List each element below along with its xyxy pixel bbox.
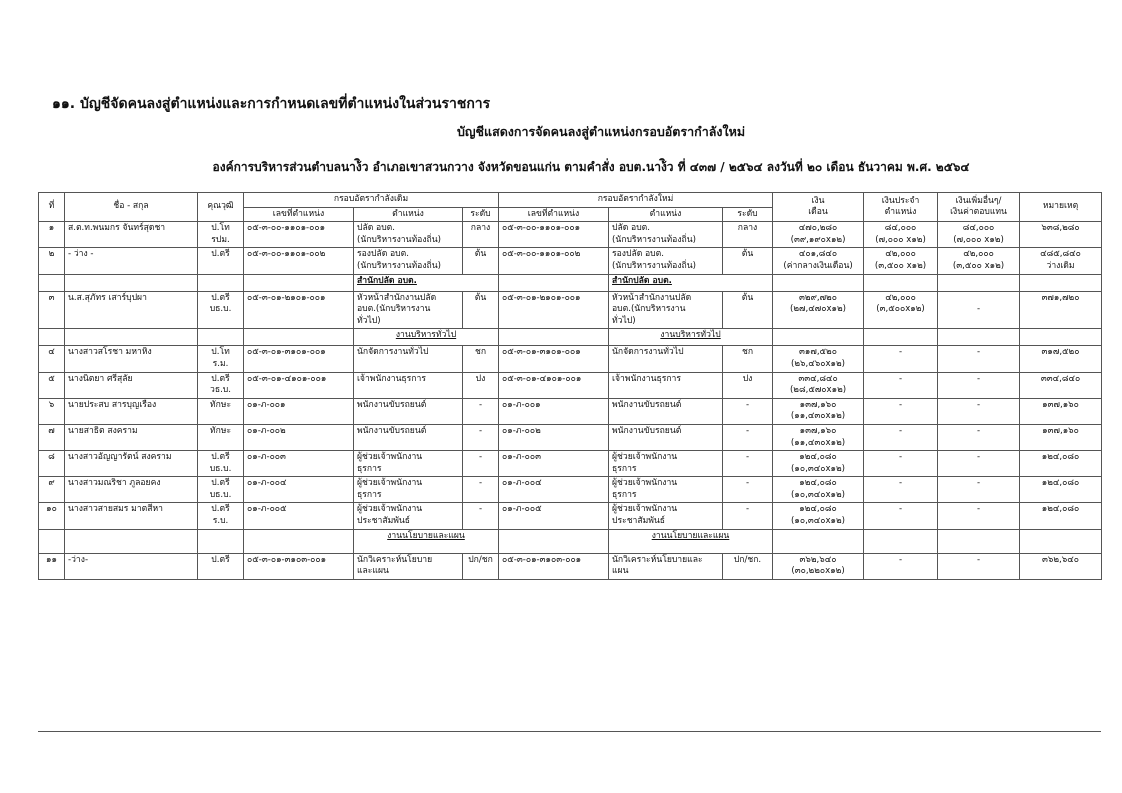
empty-cell (773, 529, 864, 553)
cell-old-position: ปลัด อบต. (นักบริหารงานท้องถิ่น) (354, 222, 463, 248)
section-label-old: สำนักปลัด อบต. (354, 274, 499, 291)
header-other-allowance: เงินเพิ่มอื่นๆ/ เงินค่าตอบแทน (938, 193, 1020, 222)
cell-salary: ๓๒๙,๗๒๐ (๒๗,๔๗๐x๑๒) (773, 291, 864, 329)
cell-position-allowance: - (864, 553, 938, 579)
cell-remark: ๔๘๕,๘๔๐ ว่างเดิม (1020, 248, 1102, 274)
cell-no: ๖ (39, 398, 65, 424)
header-no: ที่ (39, 193, 65, 222)
cell-other-allowance: - (938, 372, 1020, 398)
cell-qualification: ป.ตรี วธ.บ. (198, 372, 244, 398)
cell-new-position-no: ๐๕-๓-๐๑-๓๑๐๑-๐๐๑ (499, 346, 609, 372)
cell-position-allowance: - (864, 477, 938, 503)
table-row (39, 451, 1102, 477)
cell-new-position-no: ๐๕-๓-๐๐-๑๑๐๑-๐๐๒ (499, 248, 609, 274)
cell-new-position: หัวหน้าสำนักงานปลัด อบต.(นักบริหารงาน ทั่วไป) (609, 291, 723, 329)
cell-old-position: รองปลัด อบต. (นักบริหารงานท้องถิ่น) (354, 248, 463, 274)
empty-cell (244, 529, 354, 553)
cell-new-position-no: ๐๕-๓-๐๑-๔๑๐๑-๐๐๑ (499, 372, 609, 398)
cell-other-allowance: ๔๒,๐๐๐ (๓,๕๐๐ x๑๒) (938, 248, 1020, 274)
cell-name: นางสาวอัญญารัตน์ สงคราม (65, 451, 198, 477)
empty-cell (864, 274, 938, 291)
cell-new-position-no: ๐๑-ภ-๐๐๔ (499, 477, 609, 503)
section-label-old: งานนโยบายและแผน (354, 529, 499, 553)
section-row (39, 274, 1102, 291)
cell-qualification: ป.ตรี ร.บ. (198, 503, 244, 529)
empty-cell (198, 329, 244, 346)
cell-remark: ๓๗๑,๗๒๐ (1020, 291, 1102, 329)
cell-qualification: ป.โท รปม. (198, 222, 244, 248)
empty-cell (65, 274, 198, 291)
cell-new-position: นักวิเคราะห์นโยบายและ แผน (609, 553, 723, 579)
empty-cell (244, 329, 354, 346)
cell-new-position-no: ๐๕-๓-๐๑-๒๑๐๑-๐๐๑ (499, 291, 609, 329)
table-row (39, 553, 1102, 579)
section-label-new: งานบริหารทั่วไป (609, 329, 773, 346)
cell-no: ๕ (39, 372, 65, 398)
cell-old-level: ปก/ชก (463, 553, 499, 579)
cell-old-level: กลาง (463, 222, 499, 248)
empty-cell (198, 529, 244, 553)
cell-other-allowance: - (938, 346, 1020, 372)
cell-old-position: พนักงานขับรถยนต์ (354, 398, 463, 424)
table-row (39, 291, 1102, 329)
cell-old-level: - (463, 503, 499, 529)
cell-other-allowance: - (938, 451, 1020, 477)
cell-no: ๘ (39, 451, 65, 477)
section-row (39, 329, 1102, 346)
cell-old-position-no: ๐๕-๓-๐๑-๓๑๐๑-๐๐๑ (244, 346, 354, 372)
section-label-new: งานนโยบายและแผน (609, 529, 773, 553)
table-row (39, 248, 1102, 274)
empty-cell (39, 329, 65, 346)
empty-cell (499, 329, 609, 346)
cell-remark: ๓๓๔,๘๔๐ (1020, 372, 1102, 398)
cell-new-level: ชก (723, 346, 773, 372)
header-new-position-no: เลขที่ตำแหน่ง (499, 207, 609, 222)
empty-cell (499, 274, 609, 291)
cell-qualification: ป.ตรี บธ.บ. (198, 477, 244, 503)
section-label-new: สำนักปลัด อบต. (609, 274, 773, 291)
cell-remark: ๑๒๔,๐๘๐ (1020, 503, 1102, 529)
header-salary: เงิน เดือน (773, 193, 864, 222)
cell-new-level: ต้น (723, 291, 773, 329)
organization-line: องค์การบริหารส่วนตำบลนาง้ิว อำเภอเขาสวนกวาง จังหวัดขอนแก่น ตามคำสั่ง อบต.นาง้ิว ที่ ๔๓๗ / ๒๕๖๔ ลงวันที่ ๒๐ เดือน ธันวาคม พ.ศ. ๒๕๖๔ (212, 160, 970, 174)
cell-other-allowance: - (938, 553, 1020, 579)
cell-remark: ๑๓๗,๑๖๐ (1020, 424, 1102, 450)
cell-qualification: ป.ตรี บธ.บ. (198, 291, 244, 329)
empty-cell (938, 529, 1020, 553)
cell-salary: ๑๓๗,๑๖๐ (๑๑,๔๓๐x๑๒) (773, 424, 864, 450)
cell-old-level: - (463, 398, 499, 424)
cell-new-position-no: ๐๑-ภ-๐๐๒ (499, 424, 609, 450)
cell-old-position-no: ๐๑-ภ-๐๐๑ (244, 398, 354, 424)
cell-old-level: - (463, 424, 499, 450)
cell-new-position: ผู้ช่วยเจ้าพนักงาน ประชาสัมพันธ์ (609, 503, 723, 529)
table-row (39, 346, 1102, 372)
cell-no: ๑๑ (39, 553, 65, 579)
cell-other-allowance: - (938, 291, 1020, 329)
cell-salary: ๑๒๔,๐๘๐ (๑๐,๓๔๐x๑๒) (773, 477, 864, 503)
cell-new-position: ผู้ช่วยเจ้าพนักงาน ธุรการ (609, 451, 723, 477)
cell-qualification: ทักษะ (198, 424, 244, 450)
cell-remark: ๖๓๘,๒๘๐ (1020, 222, 1102, 248)
cell-no: ๑ (39, 222, 65, 248)
cell-old-level: - (463, 477, 499, 503)
cell-qualification: ป.ตรี (198, 553, 244, 579)
cell-new-position: รองปลัด อบต. (นักบริหารงานท้องถิ่น) (609, 248, 723, 274)
cell-salary: ๑๓๗,๑๖๐ (๑๑,๔๓๐x๑๒) (773, 398, 864, 424)
cell-remark: ๑๓๗,๑๖๐ (1020, 398, 1102, 424)
empty-cell (499, 529, 609, 553)
cell-no: ๗ (39, 424, 65, 450)
cell-name: -ว่าง- (65, 553, 198, 579)
header-new-frame: กรอบอัตรากำลังใหม่ (499, 193, 773, 208)
cell-name: นางสาวสโรชา มหาหิง (65, 346, 198, 372)
empty-cell (39, 274, 65, 291)
cell-old-level: ต้น (463, 248, 499, 274)
cell-new-level: ปก/ชก. (723, 553, 773, 579)
cell-position-allowance: - (864, 372, 938, 398)
cell-old-position: ผู้ช่วยเจ้าพนักงาน ประชาสัมพันธ์ (354, 503, 463, 529)
header-old-position: ตำแหน่ง (354, 207, 463, 222)
cell-old-position: เจ้าพนักงานธุรการ (354, 372, 463, 398)
cell-remark: ๑๒๔,๐๘๐ (1020, 477, 1102, 503)
cell-new-position-no: ๐๕-๓-๐๑-๓๑๐๓-๐๐๑ (499, 553, 609, 579)
cell-old-position: ผู้ช่วยเจ้าพนักงาน ธุรการ (354, 451, 463, 477)
empty-cell (1020, 274, 1102, 291)
header-old-level: ระดับ (463, 207, 499, 222)
cell-position-allowance: ๔๒,๐๐๐ (๓,๕๐๐x๑๒) (864, 291, 938, 329)
cell-qualification: ป.ตรี (198, 248, 244, 274)
cell-name: ส.ต.ท.พนมกร จันทร์สุดชา (65, 222, 198, 248)
staff-allocation-table (38, 192, 1102, 580)
cell-name: นางนิตยา ศรีสุลัย (65, 372, 198, 398)
cell-old-position-no: ๐๑-ภ-๐๐๒ (244, 424, 354, 450)
cell-new-position-no: ๐๑-ภ-๐๐๓ (499, 451, 609, 477)
section-label-old: งานบริหารทั่วไป (354, 329, 499, 346)
header-new-level: ระดับ (723, 207, 773, 222)
cell-new-level: - (723, 451, 773, 477)
cell-new-level: กลาง (723, 222, 773, 248)
empty-cell (938, 329, 1020, 346)
cell-name: นางสาวสายสมร มาตสีหา (65, 503, 198, 529)
cell-other-allowance: ๘๔,๐๐๐ (๗,๐๐๐ x๑๒) (938, 222, 1020, 248)
cell-old-level: ต้น (463, 291, 499, 329)
cell-qualification: ป.โท ร.ม. (198, 346, 244, 372)
empty-cell (198, 274, 244, 291)
empty-cell (1020, 529, 1102, 553)
header-remark: หมายเหตุ (1020, 193, 1102, 222)
cell-new-level: ต้น (723, 248, 773, 274)
cell-no: ๓ (39, 291, 65, 329)
empty-cell (1020, 329, 1102, 346)
cell-old-position: ผู้ช่วยเจ้าพนักงาน ธุรการ (354, 477, 463, 503)
header-new-position: ตำแหน่ง (609, 207, 723, 222)
header-qualification: คุณวุฒิ (198, 193, 244, 222)
header-old-frame: กรอบอัตรากำลังเดิม (244, 193, 499, 208)
cell-old-position-no: ๐๕-๓-๐๐-๑๑๐๑-๐๐๒ (244, 248, 354, 274)
cell-old-level: - (463, 451, 499, 477)
cell-position-allowance: - (864, 503, 938, 529)
cell-salary: ๑๒๔,๐๘๐ (๑๐,๓๔๐x๑๒) (773, 503, 864, 529)
cell-old-position-no: ๐๑-ภ-๐๐๕ (244, 503, 354, 529)
cell-old-position: หัวหน้าสำนักงานปลัด อบต.(นักบริหารงาน ทั่วไป) (354, 291, 463, 329)
cell-old-position-no: ๐๕-๓-๐๑-๔๑๐๑-๐๐๑ (244, 372, 354, 398)
document-title: ๑๑. บัญชีจัดคนลงสู่ตำแหน่งและการกำหนดเลขที่ตำแหน่งในส่วนราชการ (52, 96, 491, 112)
header-name: ชื่อ - สกุล (65, 193, 198, 222)
cell-new-position: เจ้าพนักงานธุรการ (609, 372, 723, 398)
header-position-allowance: เงินประจำ ตำแหน่ง (864, 193, 938, 222)
cell-salary: ๑๒๔,๐๘๐ (๑๐,๓๔๐x๑๒) (773, 451, 864, 477)
cell-name: น.ส.สุภัทร เสาร์บุปผา (65, 291, 198, 329)
empty-cell (65, 529, 198, 553)
cell-new-position-no: ๐๑-ภ-๐๐๑ (499, 398, 609, 424)
cell-name: นางสาวมณริชา ภูลอยคง (65, 477, 198, 503)
cell-new-position: พนักงานขับรถยนต์ (609, 398, 723, 424)
cell-salary: ๔๐๑,๘๔๐ (ค่ากลางเงินเดือน) (773, 248, 864, 274)
cell-old-position-no: ๐๕-๓-๐๑-๓๑๐๓-๐๐๑ (244, 553, 354, 579)
empty-cell (65, 329, 198, 346)
empty-cell (244, 274, 354, 291)
cell-remark: ๑๒๔,๐๘๐ (1020, 451, 1102, 477)
cell-new-level: ปง (723, 372, 773, 398)
cell-no: ๑๐ (39, 503, 65, 529)
cell-new-position: ผู้ช่วยเจ้าพนักงาน ธุรการ (609, 477, 723, 503)
cell-salary: ๓๑๗,๕๒๐ (๒๖,๔๖๐x๑๒) (773, 346, 864, 372)
cell-qualification: ทักษะ (198, 398, 244, 424)
empty-cell (773, 329, 864, 346)
cell-new-level: - (723, 503, 773, 529)
table-row (39, 222, 1102, 248)
table-header (39, 193, 1102, 222)
cell-new-position: นักจัดการงานทั่วไป (609, 346, 723, 372)
cell-salary: ๔๗๐,๒๘๐ (๓๙,๑๙๐x๑๒) (773, 222, 864, 248)
cell-position-allowance: - (864, 424, 938, 450)
empty-cell (938, 274, 1020, 291)
table-row (39, 372, 1102, 398)
cell-salary: ๓๖๒,๖๔๐ (๓๐,๒๒๐x๑๒) (773, 553, 864, 579)
cell-new-position: พนักงานขับรถยนต์ (609, 424, 723, 450)
cell-other-allowance: - (938, 424, 1020, 450)
cell-salary: ๓๓๔,๘๔๐ (๒๘,๕๗๐x๑๒) (773, 372, 864, 398)
cell-name: นายสาธิต สงคราม (65, 424, 198, 450)
cell-old-position-no: ๐๑-ภ-๐๐๔ (244, 477, 354, 503)
empty-cell (773, 274, 864, 291)
table-row (39, 477, 1102, 503)
empty-cell (864, 529, 938, 553)
cell-no: ๔ (39, 346, 65, 372)
cell-no: ๒ (39, 248, 65, 274)
cell-name: - ว่าง - (65, 248, 198, 274)
section-row (39, 529, 1102, 553)
cell-remark: ๓๑๗,๕๒๐ (1020, 346, 1102, 372)
table-row (39, 398, 1102, 424)
cell-no: ๙ (39, 477, 65, 503)
cell-old-level: ชก (463, 346, 499, 372)
cell-new-level: - (723, 398, 773, 424)
cell-position-allowance: - (864, 346, 938, 372)
cell-other-allowance: - (938, 398, 1020, 424)
cell-old-position: นักวิเคราะห์นโยบาย และแผน (354, 553, 463, 579)
empty-cell (864, 329, 938, 346)
cell-position-allowance: - (864, 451, 938, 477)
document-subtitle: บัญชีแสดงการจัดคนลงสู่ตำแหน่งกรอบอัตรากำลังใหม่ (456, 124, 746, 139)
cell-other-allowance: - (938, 503, 1020, 529)
cell-remark: ๓๖๒,๖๔๐ (1020, 553, 1102, 579)
cell-new-position: ปลัด อบต. (นักบริหารงานท้องถิ่น) (609, 222, 723, 248)
cell-other-allowance: - (938, 477, 1020, 503)
table-body (39, 222, 1102, 580)
footer-divider (38, 731, 1101, 732)
cell-qualification: ป.ตรี บธ.บ. (198, 451, 244, 477)
cell-old-position-no: ๐๑-ภ-๐๐๓ (244, 451, 354, 477)
header-old-position-no: เลขที่ตำแหน่ง (244, 207, 354, 222)
cell-name: นายประสบ สารบุญเรือง (65, 398, 198, 424)
cell-new-position-no: ๐๕-๓-๐๐-๑๑๐๑-๐๐๑ (499, 222, 609, 248)
cell-position-allowance: ๘๔,๐๐๐ (๗,๐๐๐ x๑๒) (864, 222, 938, 248)
table-row (39, 424, 1102, 450)
cell-old-position-no: ๐๕-๓-๐๐-๑๑๐๑-๐๐๑ (244, 222, 354, 248)
cell-old-position: พนักงานขับรถยนต์ (354, 424, 463, 450)
cell-new-level: - (723, 477, 773, 503)
cell-old-position: นักจัดการงานทั่วไป (354, 346, 463, 372)
cell-new-position-no: ๐๑-ภ-๐๐๕ (499, 503, 609, 529)
cell-new-level: - (723, 424, 773, 450)
cell-old-position-no: ๐๕-๓-๐๑-๒๑๐๑-๐๐๑ (244, 291, 354, 329)
cell-position-allowance: ๔๒,๐๐๐ (๓,๕๐๐ x๑๒) (864, 248, 938, 274)
table-row (39, 503, 1102, 529)
cell-old-level: ปง (463, 372, 499, 398)
cell-position-allowance: - (864, 398, 938, 424)
empty-cell (39, 529, 65, 553)
